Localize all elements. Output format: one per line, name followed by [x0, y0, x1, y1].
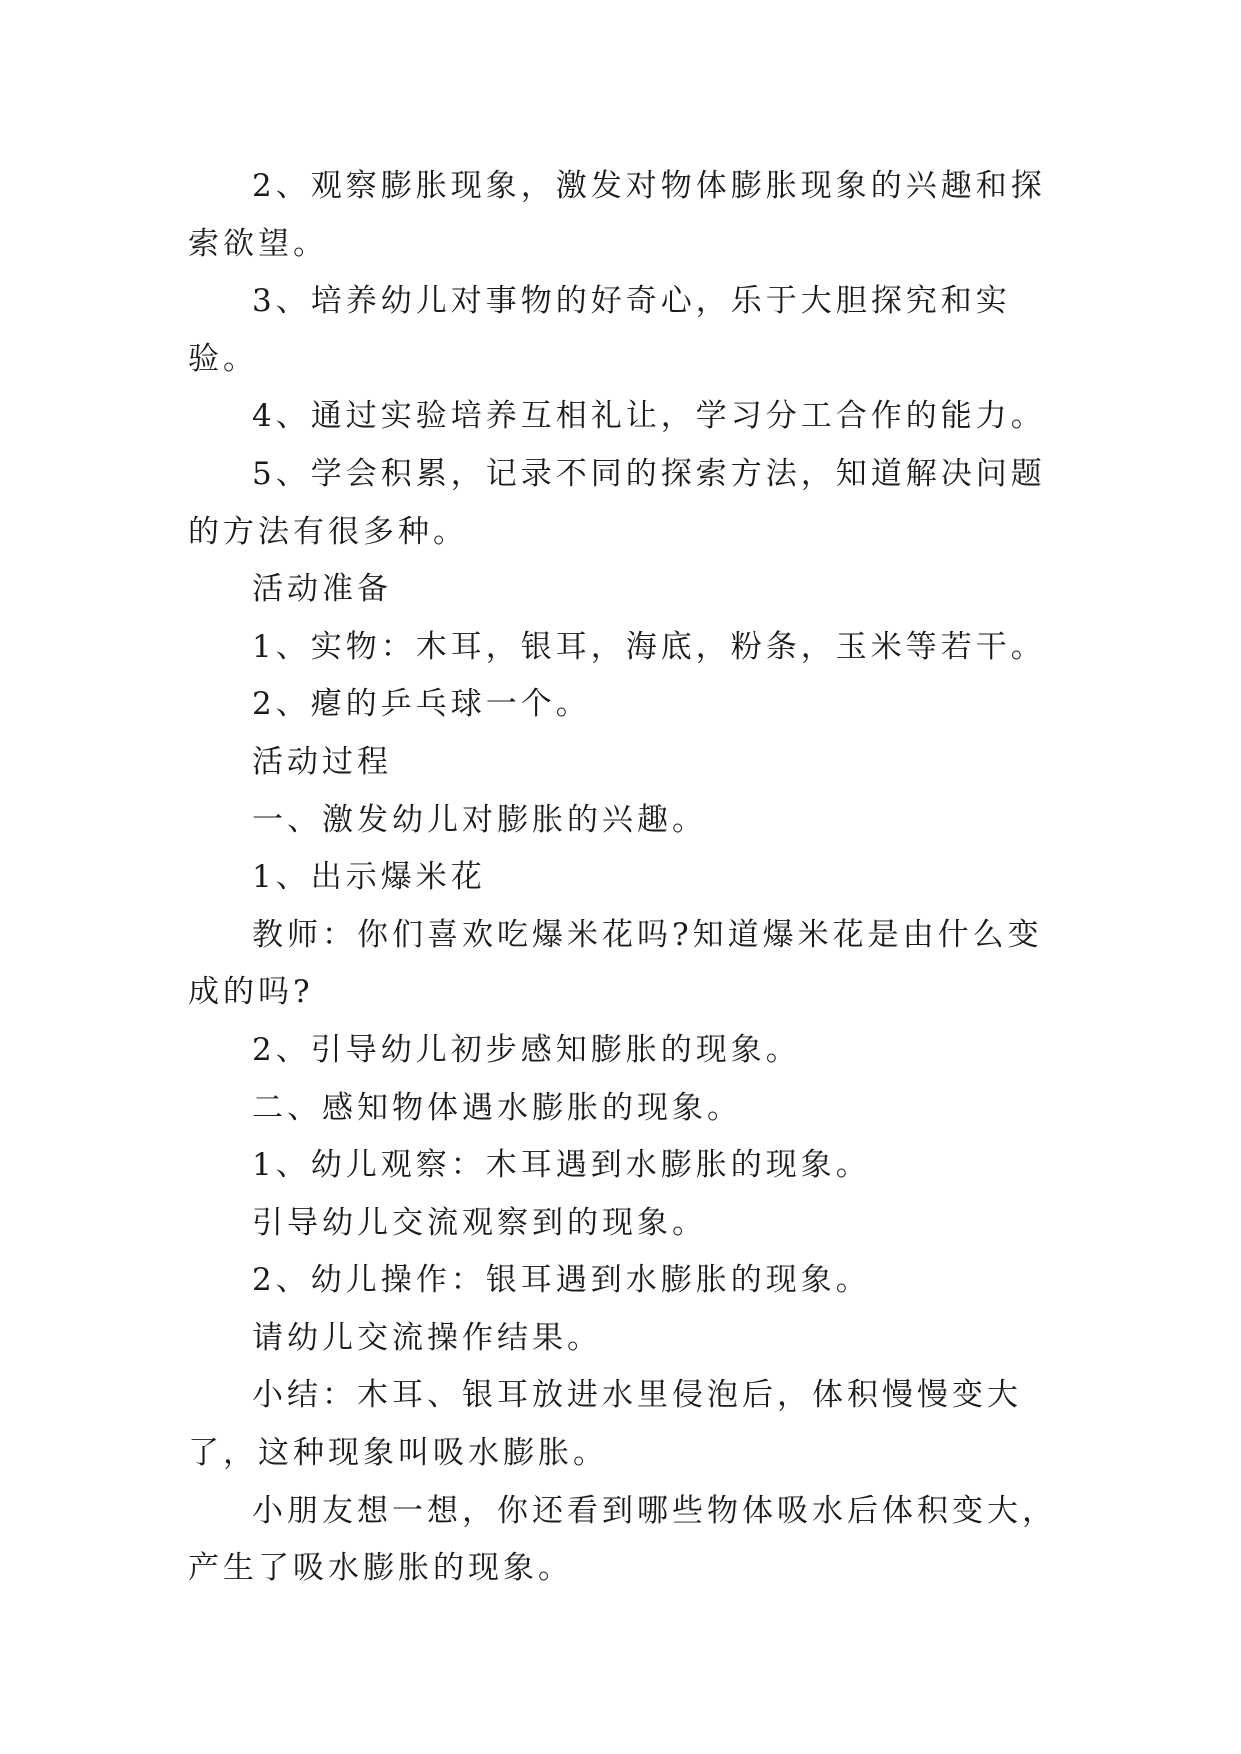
- paragraph-step-two: 二、感知物体遇水膨胀的现象。: [252, 1089, 742, 1126]
- paragraph-objective-5: 5、学会积累，记录不同的探索方法，知道解决问题的方法有很多种。: [188, 455, 1046, 550]
- paragraph-step-one-2: 2、引导幼儿初步感知膨胀的现象。: [252, 1031, 801, 1068]
- paragraph-step-two-2: 2、幼儿操作：银耳遇到水膨胀的现象。: [252, 1262, 871, 1299]
- paragraph-objective-4: 4、通过实验培养互相礼让，学习分工合作的能力。: [252, 398, 1046, 435]
- paragraph-result-exchange: 请幼儿交流操作结果。: [252, 1319, 602, 1356]
- paragraph-preparation-1: 1、实物：木耳，银耳，海底，粉条，玉米等若干。: [252, 628, 1046, 665]
- paragraph-step-one-1: 1、出示爆米花: [252, 859, 486, 896]
- paragraph-think-about: 小朋友想一想，你还看到哪些物体吸水后体积变大，产生了吸水膨胀的现象。: [188, 1492, 1057, 1587]
- paragraph-observation-exchange: 引导幼儿交流观察到的现象。: [252, 1204, 707, 1241]
- paragraph-step-two-1: 1、幼儿观察：木耳遇到水膨胀的现象。: [252, 1147, 871, 1184]
- document-body: [188, 158, 1058, 1598]
- paragraph-step-one: 一、激发幼儿对膨胀的兴趣。: [252, 801, 707, 838]
- paragraph-summary: 小结：木耳、银耳放进水里侵泡后，体积慢慢变大了，这种现象叫吸水膨胀。: [188, 1377, 1022, 1472]
- paragraph-teacher-question: 教师：你们喜欢吃爆米花吗?知道爆米花是由什么变成的吗?: [188, 916, 1043, 1011]
- paragraph-objective-2: 2、观察膨胀现象，激发对物体膨胀现象的兴趣和探索欲望。: [188, 168, 1046, 262]
- section-heading-process: 活动过程: [252, 743, 392, 780]
- paragraph-preparation-2: 2、瘪的乒乓球一个。: [252, 686, 591, 723]
- paragraph-objective-3: 3、培养幼儿对事物的好奇心，乐于大胆探究和实验。: [188, 283, 1011, 377]
- section-heading-preparation: 活动准备: [252, 571, 392, 608]
